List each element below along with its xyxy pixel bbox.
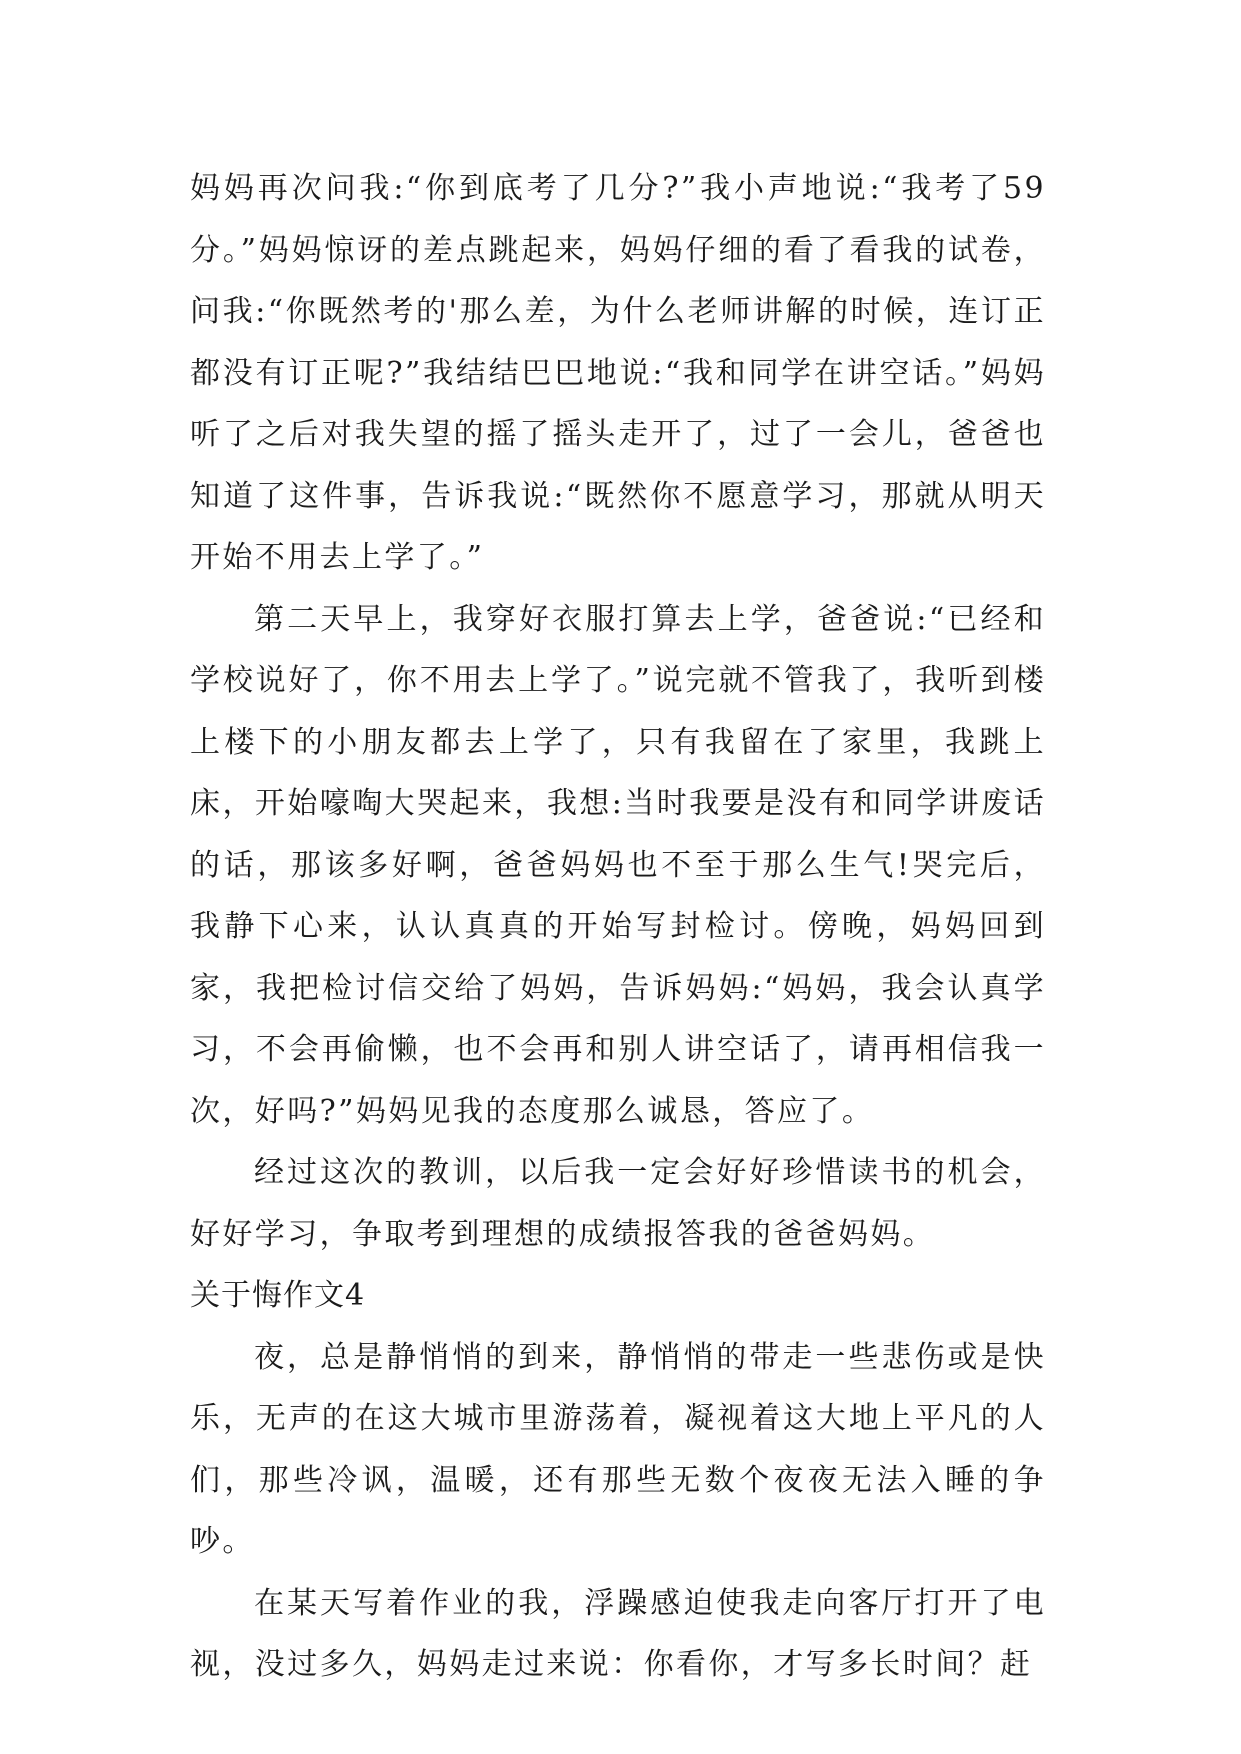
section-heading: 关于悔作文4 <box>190 1278 366 1313</box>
paragraph-night: 夜，总是静悄悄的到来，静悄悄的带走一些悲伤或是快乐，无声的在这大城市里游荡着，凝视着这大地上平凡的人们，那些冷讽，温暖，还有那些无数个夜夜无法入睡的争吵。 <box>190 1339 1046 1559</box>
paragraph-lesson-learned: 经过这次的教训，以后我一定会好好珍惜读书的机会，好好学习，争取考到理想的成绩报答我的爸爸妈妈。 <box>190 1155 1046 1252</box>
paragraph-next-morning: 第二天早上，我穿好衣服打算去上学，爸爸说:“已经和学校说好了，你不用去上学了。”说完就不管我了，我听到楼上楼下的小朋友都去上学了，只有我留在了家里，我跳上床，开始嚎啕大哭起来，我想:当时我要是没有和同学讲废话的话，那该多好啊，爸爸妈妈也不至于那么生气!哭完后，我静下心来，认认真真的开始写封检讨。傍晚，妈妈回到家，我把检讨信交给了妈妈，告诉妈妈:“妈妈，我会认真学习，不会再偷懒，也不会再和别人讲空话了，请再相信我一次，好吗?”妈妈见我的态度那么诚恳，答应了。 <box>190 601 1046 1129</box>
paragraph-homework: 在某天写着作业的我，浮躁感迫使我走向客厅打开了电视，没过多久，妈妈走过来说：你看你，才写多长时间？赶 <box>190 1585 1046 1682</box>
document-page <box>190 158 1046 1696</box>
paragraph-exam-score: 妈妈再次问我:“你到底考了几分?”我小声地说:“我考了59分。”妈妈惊讶的差点跳起来，妈妈仔细的看了看我的试卷，问我:“你既然考的'那么差，为什么老师讲解的时候，连订正都没有订正呢?”我结结巴巴地说:“我和同学在讲空话。”妈妈听了之后对我失望的摇了摇头走开了，过了一会儿，爸爸也知道了这件事，告诉我说:“既然你不愿意学习，那就从明天开始不用去上学了。” <box>190 171 1046 575</box>
